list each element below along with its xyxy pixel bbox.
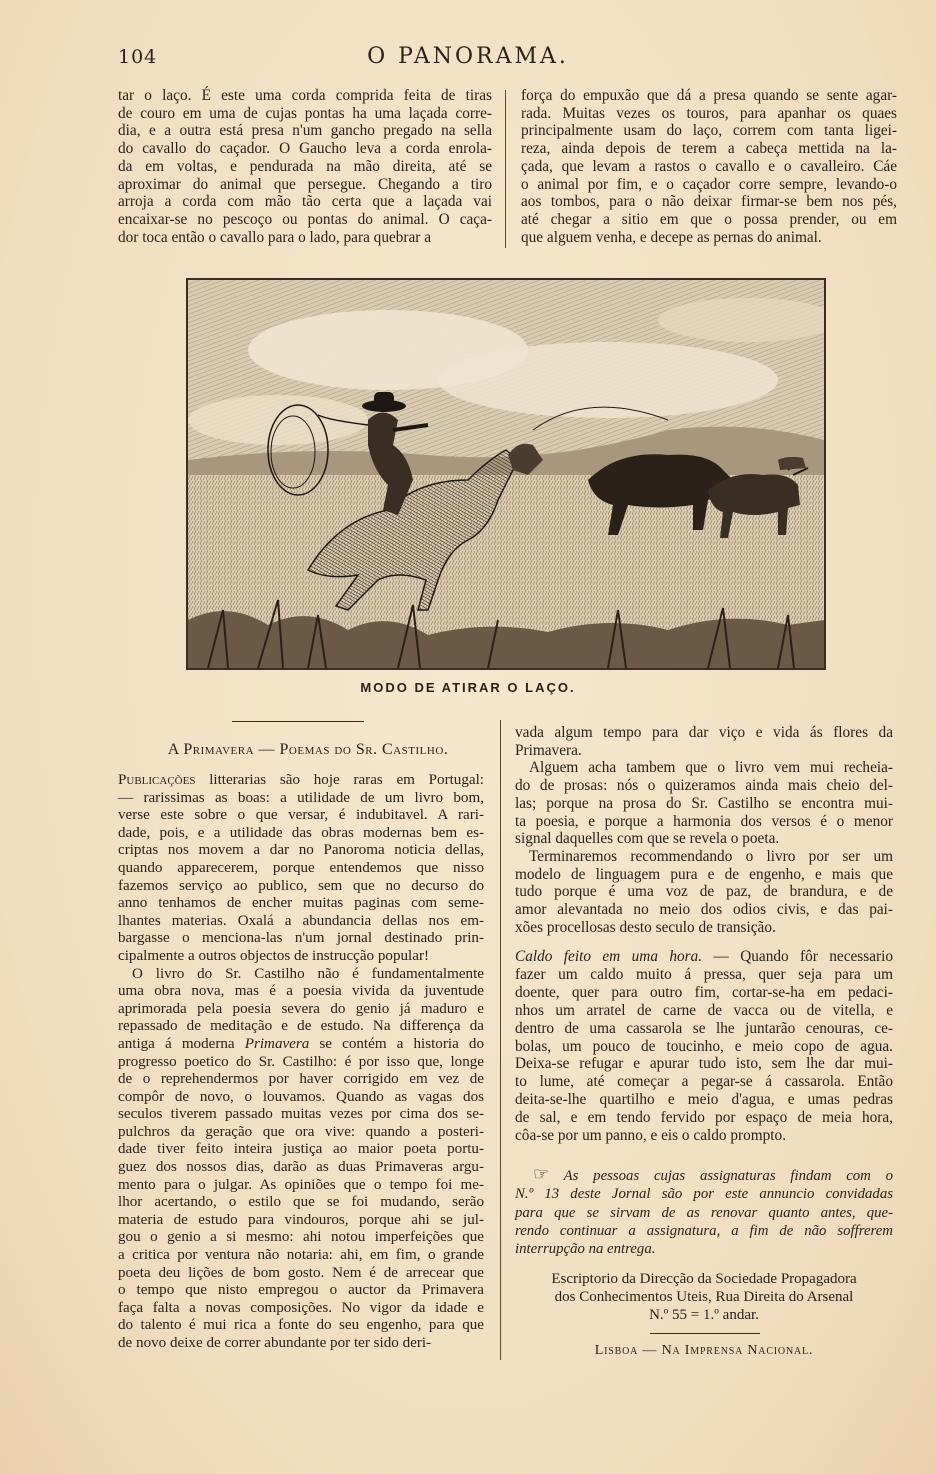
text-line [118,1018,484,1036]
text-line [515,966,893,984]
line-text: aprimorada pela poesia severa do genio já maduro e [118,1000,484,1017]
engraving-gaucho-lasso [188,280,824,668]
text-line [118,1317,484,1335]
text-line: çada, que levam a rastos o cavallo e o cavalleiro. Cáe [521,157,897,175]
text-line [515,919,893,937]
recipe-paragraph [515,948,893,1145]
line-text: do talento é mui rica a fonte do seu engenho, para que [118,1317,484,1334]
text-line: até chegar a sitio em que o possa prender, ou em [521,210,897,228]
imprint-city: Lisboa [594,1343,639,1358]
notice-text: para que se sirvam de as renovar quanto antes, que- [515,1204,893,1221]
line-text: deita-se-lhe quartilho e meio d'agua, e umas pedras [515,1091,893,1109]
text-line [118,1036,484,1054]
text-line [118,913,484,931]
text-line [118,1001,484,1019]
text-line: reza, ainda depois de terem a cabeça mettida na la- [521,140,897,158]
text-line [118,1247,484,1265]
text-line [118,1212,484,1230]
line-text: Terminaremos recommendando o livro por ser um [529,847,893,865]
text-line [515,984,893,1002]
text-line [515,777,893,795]
text-line [515,759,893,777]
text-line [118,825,484,843]
line-text: progresso poetico do Sr. Castilho: é por isso que, longe [118,1053,484,1070]
text-line: força do empuxão que dá a presa quando se sente agar- [521,87,897,104]
line-text: faça falta a novas composições. No vigor da idade e [118,1299,484,1316]
text-line: da em voltas, e pendurada na mão direita, até se [118,157,492,175]
line-text: gou o genio a si mesmo: ahi notou imperfeições que [118,1229,484,1246]
section-title-part1: A Primavera [167,741,255,758]
line-text: criptas nos movem a dar no Panoroma noticia dellas, [118,842,484,859]
notice-line [515,1204,893,1222]
line-text: to lume, até começar a pegar-se á cassarola. Então [515,1073,893,1091]
text-line [118,948,484,966]
text-line [515,848,893,866]
notice-line [515,1165,893,1185]
left-body-column [118,772,484,1353]
line-text: compôr de novo, o louvamos. Quando as vagas dos [118,1088,484,1105]
address-line: Escriptorio da Direcção da Sociedade Propagadora [551,1271,857,1287]
line-text: o tempo que nisto empregou o auctor da Primavera [118,1282,484,1299]
line-text: materia de estudo para vindouros, porque ahi se jul- [118,1211,484,1228]
line-text: uma obra nova, mas é a poesia vivida da juventude [118,983,484,1000]
office-address [515,1270,893,1324]
line-text: lhor acertando, o estilo que se foi mudando, serão [118,1194,484,1211]
text-line [118,1335,484,1353]
line-text: Deixa-se refugar e apurar tudo isto, sem lhe dar mui- [515,1055,893,1073]
subscription-notice [515,1165,893,1258]
text-line [118,1071,484,1089]
text-line [118,772,484,790]
lead-word: Publicações [118,772,196,788]
line-text: fazemos serviço ao publico, sem que no decurso do [118,877,484,894]
address-line: dos Conhecimentos Uteis, Rua Direita do Arsenal [554,1289,854,1305]
line-text: poeta deu lições de bom gosto. Nem é de arrecear que [118,1264,484,1281]
line-text: Primavera. [515,741,582,759]
line-text: bolas, um pouco de toucinho, e meio copo de agua. [515,1037,893,1055]
text-line [118,966,484,984]
text-line [118,1054,484,1072]
line-text: pulchros da geração que ora vive: quando a posteri- [118,1123,484,1140]
line-text: quando apparecerem, porque entendemos que nisso [118,859,484,876]
line-text: O livro do Sr. Castilho não é fundamentalmente [132,965,484,982]
text-line: que alguem venha, e decepe as pernas do animal. [521,228,822,246]
text-line [515,1073,893,1091]
text-line [515,901,893,919]
text-line [118,860,484,878]
text-line [515,1055,893,1073]
text-line [118,790,484,808]
notice-text: As pessoas cujas assignaturas findam com o [549,1168,893,1184]
text-line [118,1300,484,1318]
journal-title: O PANORAMA. [367,44,569,69]
line-text: de o reprehendermos por haver corrigido em vez de [118,1071,484,1088]
text-line: dia, e a outra está presa n'um gancho pregado na sella [118,122,492,140]
line-text: ta poesia, e porque a harmonia dos versos é o menor [515,812,893,830]
text-line [515,1002,893,1020]
imprint-line [515,1343,893,1359]
section-title-part2: Poemas do Sr. Castilho. [279,741,449,758]
italic-word: Primavera [244,1035,310,1052]
text-line [515,795,893,813]
text-line: de couro em uma de cujas pontas ha uma laçada corre- [118,104,492,122]
text-line [515,866,893,884]
text-line [515,883,893,901]
line-text: nhos um arratel de carne de vacca ou de vitella, e [515,1001,893,1019]
text-line [118,895,484,913]
line-text: mento para o julgar. As opiniões que o tempo foi me- [118,1176,484,1193]
text-line [118,930,484,948]
line-text: antiga á moderna [118,1035,245,1052]
text-line: tar o laço. É este uma corda comprida feita de tiras [118,87,492,104]
line-tail: se contém a historia do [309,1035,484,1052]
text-line [118,1229,484,1247]
imprint-press: Na Imprensa Nacional. [661,1343,814,1358]
text-line [515,948,893,966]
text-line [118,1124,484,1142]
pointing-hand-icon: ☞ [533,1164,550,1184]
line-text: bargasse o menciona-las n'um jornal destinado prin- [118,930,484,947]
text-line [515,1091,893,1109]
text-line: principalmente usam do laço, correm com tanta ligei- [521,122,897,140]
text-line [118,807,484,825]
text-line: rada. Muitas vezes os touros, para apanhar os quaes [521,104,897,122]
text-line [118,1106,484,1124]
engraving-illustration [186,278,826,670]
line-text: signal daquelles com que se revela o poeta. [515,830,780,848]
line-text: cipalmente a outros objectos de instrucção popular! [118,947,429,964]
line-text: lhantes materias. Oxalá a abundancia dellas nos em- [118,912,484,929]
text-line [515,830,893,848]
section-rule [232,721,364,722]
bottom-column-divider [500,720,501,1360]
section-title-dash: — [254,741,280,758]
notice-line [515,1240,893,1258]
line-text: seculos tiverem passado muitas vezes por cima dos se- [118,1106,484,1123]
notice-text: rendo continuar a assignatura, a fim de não soffrerem [515,1222,893,1239]
line-text: repassado de meditação e de estudo. Na differença da [118,1018,484,1035]
text-line [515,742,893,760]
top-right-column [521,87,897,246]
line-text: verse este sobre o que versar, é indubitavel. A rari- [118,807,484,824]
text-line [118,842,484,860]
notice-text: interrupção na entrega. [515,1241,656,1258]
line-text: dentro de uma cassarola se lhe juntarão cenouras, ce- [515,1019,893,1037]
imprint-dash: — [638,1343,662,1358]
notice-line [515,1222,893,1240]
text-line [515,1038,893,1056]
top-column-divider [505,90,506,248]
imprint-rule [650,1333,760,1334]
text-line: do cavallo do caçador. O Gaucho leva a corda enrola- [118,140,492,158]
text-line [118,1265,484,1283]
line-text: do de prosas: nós o quizeramos ainda mais cheio del- [515,777,893,795]
text-line [118,1177,484,1195]
text-line: aos tombos, para o não deixar firmar-se bem nos pés, [521,193,897,211]
text-line: dor toca então o cavallo para o lado, para quebrar a [118,228,432,246]
text-line [515,1109,893,1127]
text-line [118,1194,484,1212]
text-line: arroja a corda com mão tão certa que a laçada vai [118,193,492,211]
line-text: litterarias são hoje raras em Portugal: [195,772,484,788]
text-line [515,813,893,831]
address-line: N.º 55 = 1.º andar. [649,1307,759,1323]
line-text: anno tenhamos de encher muitas paginas com seme- [118,895,484,912]
line-text: de sal, e em tendo fervido por espaço de meia hora, [515,1109,893,1127]
text-line: encaixar-se no pescoço ou pontas do animal. O caça- [118,210,492,228]
text-line: aproximar do animal que persegue. Chegando a tiro [118,175,492,193]
line-text: fazer um caldo muito á pressa, quer seja para um [515,965,893,983]
line-text: dade tiver feito inteira justiça ao maior poeta portu- [118,1141,484,1158]
text-line: o animal por fim, e o caçador corre sempre, levando-o [521,175,897,193]
text-line [118,983,484,1001]
section-title [118,741,498,759]
line-text: — Quando fôr necessario [702,948,893,965]
text-line [515,1127,893,1145]
line-text: xões procellosas desto seculo de transição. [515,918,776,936]
text-line [118,1282,484,1300]
top-left-column [118,87,492,246]
line-text: a critica por ventura não notaria: ahi, em fim, o grande [118,1247,484,1264]
right-body-column [515,724,893,936]
text-line [515,724,893,742]
line-text: doente, quer para outro fim, cortar-se-ha em pedaci- [515,983,893,1001]
page-number: 104 [118,46,158,68]
line-text: tudo porque é uma voz de paz, de brandura, e de [515,883,893,901]
line-text: de novo deixe de correr abundante por ter sido deri- [118,1335,432,1351]
notice-line [515,1185,893,1203]
line-text: modelo de linguagem pura e de engenho, e mais que [515,865,893,883]
text-line [118,1089,484,1107]
recipe-title: Caldo feito em uma hora. [515,948,703,965]
line-text: dade, pois, e a utilidade das obras modernas bem es- [118,824,484,841]
line-text: — rarissimas as boas: a utilidade de um livro bom, [118,789,484,806]
line-text: las; porque na prosa do Sr. Castilho se encontra mui- [515,794,893,812]
text-line [118,1159,484,1177]
text-line [118,1141,484,1159]
text-line [515,1020,893,1038]
line-text: vada algum tempo para dar viço e vida ás flores da [515,724,893,741]
line-text: amor alevantada no meio dos odios civis, e das pai- [515,901,893,919]
notice-text: N.º 13 deste Jornal são por este annuncio convidadas [515,1186,893,1203]
line-text: côa-se por um panno, e eis o caldo prompto. [515,1127,787,1145]
figure-caption: MODO DE ATIRAR O LAÇO. [360,680,576,695]
line-text: Alguem acha tambem que o livro vem mui recheia- [529,759,893,777]
text-line [118,878,484,896]
line-text: guez dos nossos dias, darão as duas Primaveras argu- [118,1159,484,1176]
